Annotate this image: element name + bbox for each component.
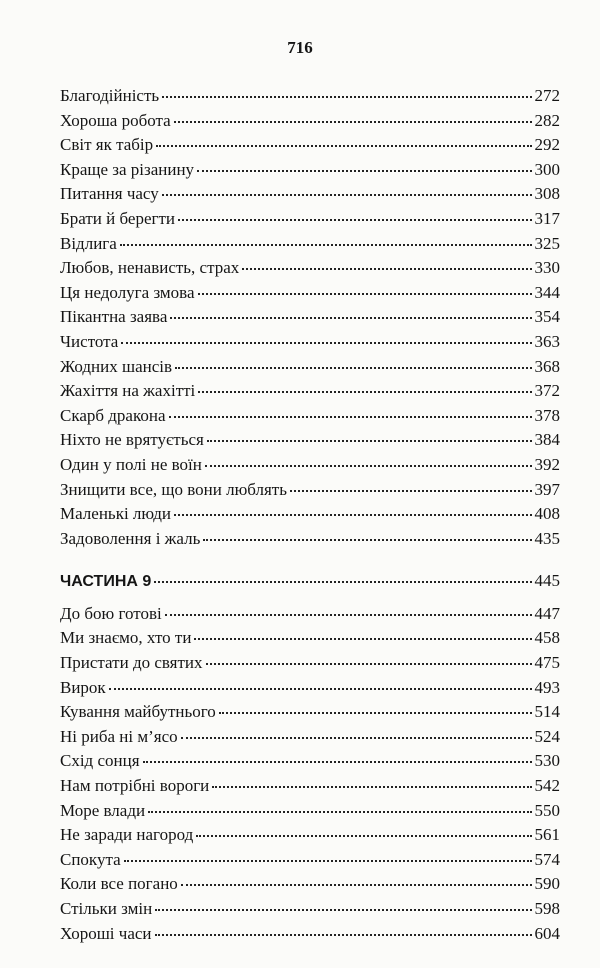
toc-entry-title: Пристати до святих	[60, 653, 203, 673]
toc-entry	[60, 897, 560, 922]
toc-entry	[60, 700, 560, 725]
toc-section-b	[60, 602, 560, 946]
toc-entry-page: 392	[534, 454, 560, 474]
toc-entry	[60, 84, 560, 109]
toc-entry	[60, 355, 560, 380]
toc-entry-title: Хороша робота	[60, 110, 171, 130]
toc-entry-page: 368	[534, 356, 560, 376]
toc-entry-title: Маленькі люди	[60, 504, 171, 524]
toc-entry-title: Схід сонця	[60, 751, 140, 771]
toc-entry-title: Нам потрібні вороги	[60, 776, 210, 796]
toc-entry-title: Пікантна заява	[60, 307, 168, 327]
toc-entry-title: Жахіття на жахітті	[60, 381, 196, 401]
table-of-contents	[60, 84, 560, 946]
toc-entry-title: Жодних шансів	[60, 356, 173, 376]
dot-leader	[165, 613, 532, 616]
toc-entry-title: Питання часу	[60, 184, 159, 204]
dot-leader	[154, 580, 531, 583]
dot-leader	[156, 144, 531, 147]
dot-leader	[174, 120, 532, 123]
toc-entry	[60, 256, 560, 281]
toc-entry-title: Кування майбутнього	[60, 702, 216, 722]
dot-leader	[169, 415, 532, 418]
toc-entry-page: 378	[534, 405, 560, 425]
toc-entry-title: Хороші часи	[60, 923, 152, 943]
toc-entry	[60, 207, 560, 232]
toc-entry	[60, 848, 560, 873]
dot-leader	[148, 810, 531, 813]
dot-leader	[175, 366, 531, 369]
toc-entry	[60, 725, 560, 750]
toc-entry	[60, 453, 560, 478]
toc-entry-page: 397	[534, 479, 560, 499]
dot-leader	[181, 883, 532, 886]
toc-entry-page: 458	[534, 628, 560, 648]
toc-entry	[60, 749, 560, 774]
toc-entry	[60, 478, 560, 503]
part-page-number: 445	[534, 571, 560, 591]
toc-entry-page: 493	[534, 677, 560, 697]
toc-entry-page: 272	[534, 86, 560, 105]
toc-entry-title: Ні риба ні м’ясо	[60, 726, 178, 746]
toc-entry	[60, 502, 560, 527]
dot-leader	[219, 711, 532, 714]
toc-entry-page: 344	[534, 282, 560, 302]
toc-entry-page: 524	[534, 726, 560, 746]
toc-entry-page: 300	[534, 159, 560, 179]
toc-entry	[60, 428, 560, 453]
toc-entry-title: Чистота	[60, 331, 119, 351]
toc-entry-page: 308	[534, 184, 560, 204]
toc-entry	[60, 133, 560, 158]
dot-leader	[206, 662, 532, 665]
toc-entry-title: Ніхто не врятується	[60, 430, 204, 450]
toc-part-heading	[60, 569, 560, 594]
toc-entry	[60, 158, 560, 183]
dot-leader	[155, 908, 531, 911]
toc-entry	[60, 651, 560, 676]
toc-entry-page: 542	[534, 776, 560, 796]
toc-entry-title: Задоволення і жаль	[60, 528, 201, 548]
toc-entry	[60, 281, 560, 306]
toc-entry-page: 330	[534, 258, 560, 278]
toc-entry-title: Краще за різанину	[60, 159, 195, 179]
dot-leader	[242, 267, 531, 270]
toc-entry-page: 530	[534, 751, 560, 771]
toc-entry-page: 604	[534, 923, 560, 943]
toc-entry	[60, 602, 560, 627]
toc-entry-page: 550	[534, 800, 560, 820]
toc-entry-title: Море влади	[60, 800, 146, 820]
toc-entry	[60, 799, 560, 824]
toc-entry-page: 317	[534, 208, 560, 228]
toc-entry-title: Ця недолуга змова	[60, 282, 195, 302]
toc-entry-title: Любов, ненависть, страх	[60, 258, 240, 278]
dot-leader	[109, 687, 532, 690]
toc-entry-title: Не заради нагород	[60, 825, 194, 845]
toc-entry-title: Спокута	[60, 849, 121, 869]
dot-leader	[198, 390, 531, 393]
dot-leader	[124, 859, 532, 862]
page-number: 716	[287, 38, 313, 57]
toc-entry	[60, 527, 560, 552]
toc-entry-page: 574	[534, 849, 560, 869]
toc-entry	[60, 379, 560, 404]
part-title: ЧАСТИНА 9	[60, 573, 152, 591]
toc-entry-page: 447	[534, 603, 560, 623]
dot-leader	[194, 637, 531, 640]
toc-entry-page: 363	[534, 331, 560, 351]
toc-entry	[60, 330, 560, 355]
toc-entry-page: 598	[534, 899, 560, 918]
toc-entry	[60, 404, 560, 429]
toc-entry	[60, 872, 560, 897]
toc-entry-title: Світ як табір	[60, 135, 154, 155]
toc-section-a	[60, 84, 560, 551]
dot-leader	[121, 341, 531, 344]
toc-entry-title: Коли все погано	[60, 874, 178, 894]
toc-entry-title: Стільки змін	[60, 899, 153, 918]
toc-entry-page: 384	[534, 430, 560, 450]
toc-entry-title: Вирок	[60, 677, 106, 697]
toc-entry-page: 435	[534, 528, 560, 548]
toc-entry	[60, 182, 560, 207]
dot-leader	[196, 834, 531, 837]
toc-entry-title: До бою готові	[60, 603, 162, 623]
dot-leader	[143, 760, 532, 763]
toc-entry-page: 354	[534, 307, 560, 327]
dot-leader	[207, 439, 532, 442]
toc-entry	[60, 305, 560, 330]
toc-entry-page: 514	[534, 702, 560, 722]
toc-entry-page: 590	[534, 874, 560, 894]
toc-entry-title: Скарб дракона	[60, 405, 166, 425]
dot-leader	[181, 736, 532, 739]
toc-entry-page: 408	[534, 504, 560, 524]
dot-leader	[162, 95, 531, 98]
dot-leader	[290, 489, 532, 492]
dot-leader	[212, 785, 531, 788]
toc-entry-title: Знищити все, що вони люблять	[60, 479, 287, 499]
dot-leader	[120, 243, 532, 246]
toc-entry-page: 325	[534, 233, 560, 253]
toc-entry-page: 475	[534, 653, 560, 673]
toc-entry	[60, 774, 560, 799]
toc-entry-page: 282	[534, 110, 560, 130]
toc-entry	[60, 823, 560, 848]
toc-entry	[60, 626, 560, 651]
dot-leader	[155, 933, 532, 936]
dot-leader	[174, 513, 532, 516]
dot-leader	[203, 538, 531, 541]
dot-leader	[198, 292, 532, 295]
toc-entry-title: Один у полі не воїн	[60, 454, 202, 474]
toc-entry	[60, 232, 560, 257]
toc-entry-page: 561	[534, 825, 560, 845]
toc-entry-page: 292	[534, 135, 560, 155]
toc-entry	[60, 676, 560, 701]
toc-entry-title: Ми знаємо, хто ти	[60, 628, 192, 648]
toc-entry-page: 372	[534, 381, 560, 401]
dot-leader	[178, 218, 531, 221]
dot-leader	[162, 193, 532, 196]
toc-entry-title: Брати й берегти	[60, 208, 176, 228]
toc-entry-title: Відлига	[60, 233, 117, 253]
dot-leader	[205, 464, 532, 467]
toc-entry-title: Благодійність	[60, 86, 160, 105]
dot-leader	[197, 169, 531, 172]
toc-entry	[60, 109, 560, 134]
dot-leader	[170, 316, 531, 319]
toc-entry	[60, 922, 560, 947]
